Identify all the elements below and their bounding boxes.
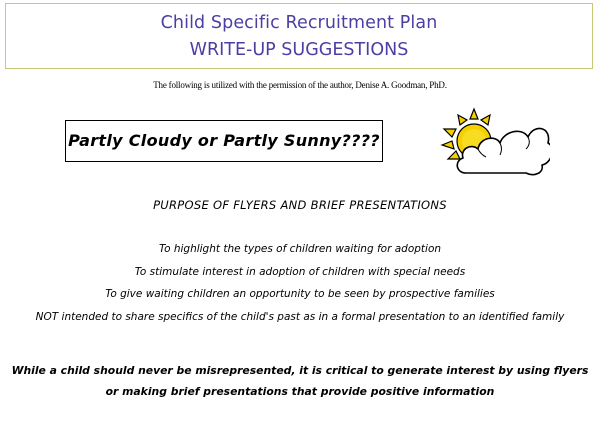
purpose-heading: PURPOSE OF FLYERS AND BRIEF PRESENTATIONS — [153, 198, 447, 212]
purpose-list — [0, 238, 600, 328]
purpose-item: To stimulate interest in adoption of children with special needs — [134, 265, 466, 278]
sun-cloud-icon — [438, 107, 550, 179]
purpose-item: To give waiting children an opportunity to be seen by prospective families — [105, 288, 495, 300]
purpose-item: To highlight the types of children waiting for adoption — [158, 243, 442, 255]
document-title: Child Specific Recruitment Plan — [160, 13, 438, 33]
title-text: Partly Cloudy or Partly Sunny???? — [68, 131, 380, 150]
closing-line: While a child should never be misrepresented, it is critical to generate interest by using flyers — [11, 364, 589, 377]
header-box — [5, 3, 593, 69]
closing-statement — [5, 360, 595, 402]
permission-note: The following is utilized with the permission of the author, Denise A. Goodman, PhD. — [153, 80, 447, 90]
title-box — [65, 120, 383, 162]
document-subtitle: WRITE-UP SUGGESTIONS — [189, 40, 409, 60]
closing-line: or making brief presentations that provide positive information — [105, 385, 495, 398]
purpose-item: NOT intended to share specifics of the child's past as in a formal presentation to an identified family — [35, 310, 565, 323]
